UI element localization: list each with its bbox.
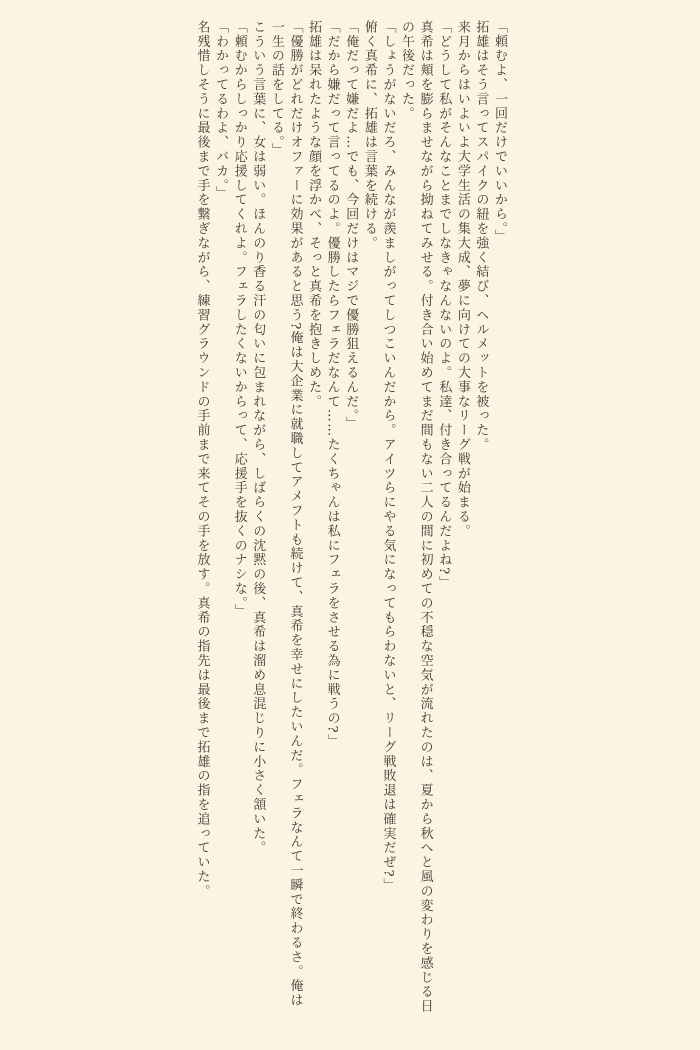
paragraph: 「どうして私がそんなことまでしなきゃなんないのよ。私達、付き合ってるんだよね?」 xyxy=(436,20,452,590)
paragraph: こういう言葉に、女は弱い。ほんのり香る汗の匂いに包まれながら、しばらくの沈黙の後、真希は溜め息混じりに小さく頷いた。 xyxy=(250,20,266,856)
paragraph: 「しょうがないだろ、みんなが羨ましがってしつこいんだから。アイツらにやる気になってもらわないと、リーグ戦敗退は確実だぜ?」 xyxy=(380,20,396,893)
paragraph: 拓雄は呆れたような顔を浮かべ、そっと真希を抱きしめた。 xyxy=(306,20,322,409)
paragraph: 「頼むからしっかり応援してくれよ。フェラしたくないからって、応援手を抜くのナシな。」 xyxy=(231,20,247,619)
paragraph: 「わかってるわよ、バカ。」 xyxy=(213,20,229,201)
paragraph: 真希は頬を膨らませながら拗ねてみせる。付き合い始めてまだ間もない二人の間に初めての不穏な空気が流れたのは、夏から秋へと風の変わりを感じる日の午後だった。 xyxy=(399,20,433,1014)
paragraph: 来月からはいよいよ大学生活の集大成、夢に向けての大事なリーグ戦が始まる。 xyxy=(454,20,470,539)
paragraph: 「頼むよ、一回だけでいいから。」 xyxy=(492,20,507,244)
paragraph: 拓雄はそう言ってスパイクの紐を強く結び、ヘルメットを被った。 xyxy=(473,20,489,452)
vertical-text-block xyxy=(192,20,508,1020)
paragraph: 「だから嫌だって言ってるのよ。優勝したらフェラだなんて……たくちゃんは私にフェラをさせる為に戦うの?」 xyxy=(324,20,340,749)
paragraph: 「優勝がどれだけオファーに効果があると思う?俺は大企業に就職してアメフトも続けて、真希を幸せにしたいんだ。フェラなんて一瞬で終わるさ。俺は一生の話をしてる。」 xyxy=(268,20,303,1008)
paragraph: 名残惜しそうに最後まで手を繋ぎながら、練習グラウンドの手前まで来てその手を放す。真希の指先は最後まで拓雄の指を追っていた。 xyxy=(194,20,210,899)
paragraph: 「俺だって嫌だよ…でも、今回だけはマジで優勝狙えるんだ。」 xyxy=(343,20,359,432)
paragraph: 俯く真希に、拓雄は言葉を続ける。 xyxy=(361,20,377,251)
